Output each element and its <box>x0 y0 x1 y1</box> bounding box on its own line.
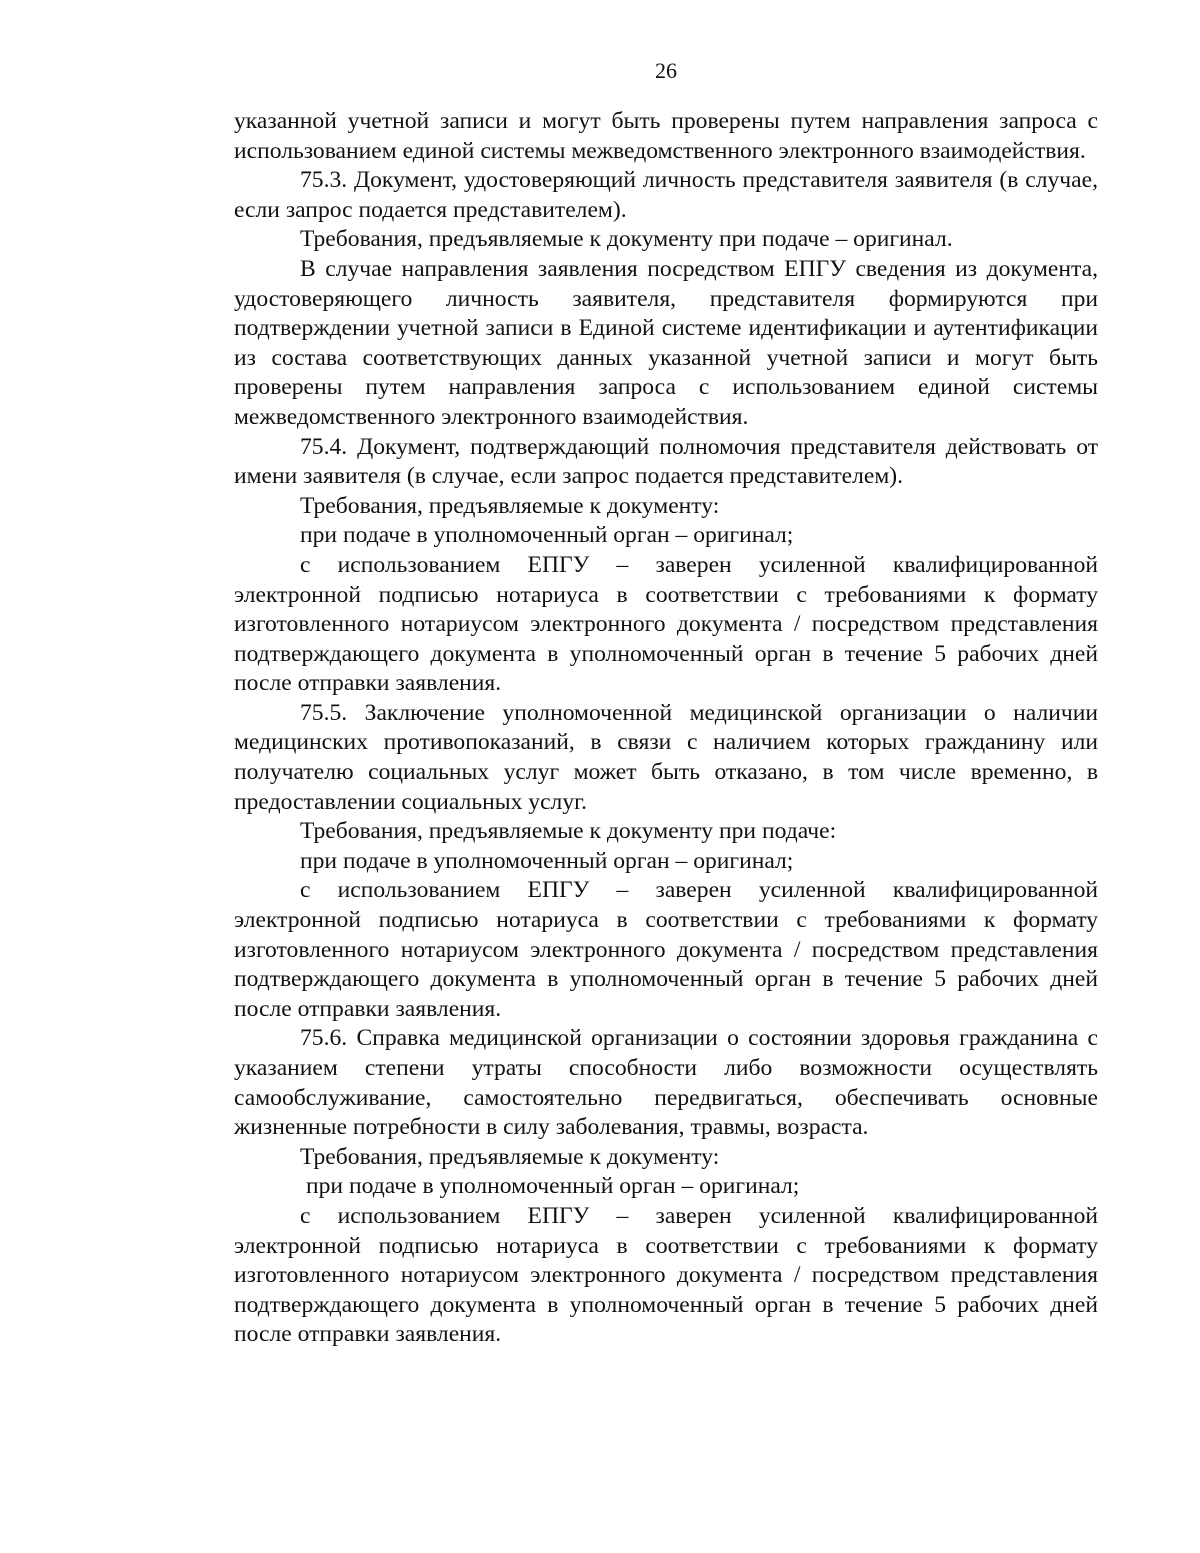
paragraph-requirements-75-6: Требования, предъявляемые к документу: <box>300 1143 720 1170</box>
paragraph-75-3: 75.3. Документ, удостоверяющий личность представителя заявителя (в случае, если запрос подается представителем). <box>234 167 1098 223</box>
paragraph-epgu-75-4: с использованием ЕПГУ – заверен усиленной квалифицированной электронной подписью нотариуса в соответствии с требованиями к формату изготовленного нотариусом электронного документа / посредством представления подтверждающего документа в уполномоченный орган в течение 5 рабочих дней после отправки заявления. <box>234 551 1098 697</box>
paragraph-epgu-75-5: с использованием ЕПГУ – заверен усиленной квалифицированной электронной подписью нотариуса в соответствии с требованиями к формату изготовленного нотариусом электронного документа / посредством представления подтверждающего документа в уполномоченный орган в течение 5 рабочих дней после отправки заявления. <box>234 877 1098 1022</box>
paragraph-75-4: 75.4. Документ, подтверждающий полномочия представителя действовать от имени заявителя (в случае, если запрос подается представителем). <box>234 433 1098 490</box>
paragraph-requirements-75-3: Требования, предъявляемые к документу при подаче – оригинал. <box>300 226 953 253</box>
paragraph-75-6: 75.6. Справка медицинской организации о состоянии здоровья гражданина с указанием степени утраты способности либо возможности осуществлять самообслуживание, самостоятельно передвигаться, обеспечивать основные жизненные потребности в силу заболевания, травмы, возраста. <box>234 1025 1098 1141</box>
document-body <box>234 107 1098 1350</box>
paragraph-epgu-info: В случае направления заявления посредством ЕПГУ сведения из документа, удостоверяющего личность заявителя, представителя формируются при подтверждении учетной записи в Единой системе идентификации и аутентификации из состава соответствующих данных указанной учетной записи и могут быть проверены путем направления запроса с использованием единой системы межведомственного электронного взаимодействия. <box>234 255 1098 430</box>
paragraph-requirements-75-4: Требования, предъявляемые к документу: <box>300 492 720 519</box>
paragraph-75-5: 75.5. Заключение уполномоченной медицинской организации о наличии медицинских противопоказаний, в связи с наличием которых гражданину или получателю социальных услуг может быть отказано, в том числе временно, в предоставлении социальных услуг. <box>234 699 1098 815</box>
paragraph-original-75-6: при подаче в уполномоченный орган – оригинал; <box>306 1173 800 1200</box>
paragraph-continuation: указанной учетной записи и могут быть проверены путем направления запроса с использованием единой системы межведомственного электронного взаимодействия. <box>234 108 1098 164</box>
paragraph-epgu-75-6: с использованием ЕПГУ – заверен усиленной квалифицированной электронной подписью нотариуса в соответствии с требованиями к формату изготовленного нотариусом электронного документа / посредством представления подтверждающего документа в уполномоченный орган в течение 5 рабочих дней после отправки заявления. <box>234 1202 1098 1348</box>
page-number: 26 <box>655 58 677 83</box>
paragraph-original-75-4: при подаче в уполномоченный орган – оригинал; <box>300 522 794 549</box>
paragraph-requirements-75-5: Требования, предъявляемые к документу при подаче: <box>300 818 837 845</box>
paragraph-original-75-5: при подаче в уполномоченный орган – оригинал; <box>300 847 794 874</box>
